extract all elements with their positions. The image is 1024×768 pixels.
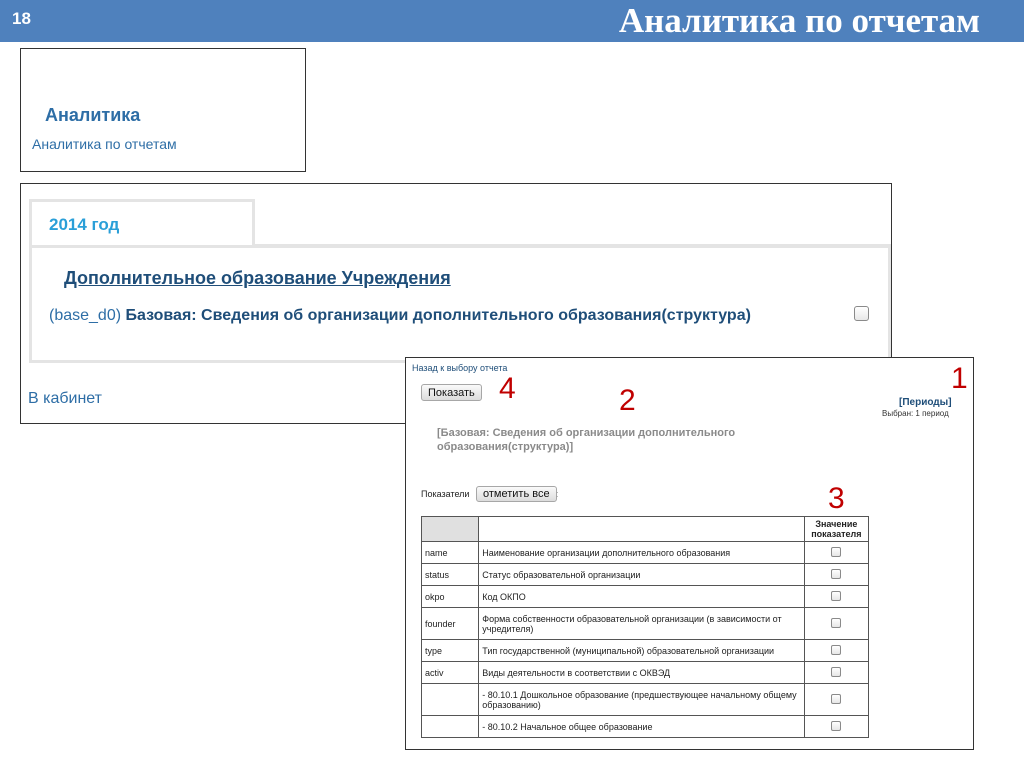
slide-title: Аналитика по отчетам [618, 1, 980, 40]
report-title: [Базовая: Сведения об организации дополнительного образования(структура)] [437, 427, 736, 453]
section-link[interactable]: Дополнительное образование Учреждения [64, 268, 451, 288]
table-row [422, 716, 869, 738]
analytics-reports-link[interactable]: Аналитика по отчетам [32, 136, 177, 152]
row-checkbox[interactable] [831, 569, 841, 579]
annotation-4: 4 [499, 372, 516, 405]
report-item [49, 307, 751, 325]
annotation-1: 1 [951, 362, 968, 395]
table-row [422, 586, 869, 608]
tab-content [29, 248, 891, 363]
row-code [422, 716, 479, 738]
analytics-panel [20, 48, 306, 172]
periods-link[interactable]: [Периоды] [899, 397, 952, 408]
report-code: (base_d0) [49, 307, 122, 324]
report-checkbox[interactable] [854, 306, 869, 321]
row-desc: Код ОКПО [479, 586, 804, 608]
analytics-heading: Аналитика [45, 105, 141, 125]
row-code: founder [422, 608, 479, 640]
annotation-3: 3 [828, 482, 845, 515]
row-desc: Виды деятельности в соответствии с ОКВЭД [479, 662, 804, 684]
cabinet-link[interactable]: В кабинет [28, 390, 102, 407]
row-code: okpo [422, 586, 479, 608]
indicators-table [421, 516, 869, 738]
row-checkbox[interactable] [831, 694, 841, 704]
table-row [422, 684, 869, 716]
mark-all-button[interactable]: отметить все [476, 486, 557, 502]
row-desc: Статус образовательной организации [479, 564, 804, 586]
row-code: status [422, 564, 479, 586]
row-code [422, 684, 479, 716]
table-row [422, 640, 869, 662]
header-value-line1: Значение [815, 519, 858, 529]
selected-periods-text: Выбран: 1 период [882, 409, 949, 418]
row-code: type [422, 640, 479, 662]
table-header-row [422, 517, 869, 542]
report-name[interactable]: Базовая: Сведения об организации дополнительного образования(структура) [125, 307, 751, 324]
header-code [422, 517, 479, 542]
row-checkbox[interactable] [831, 721, 841, 731]
tab-2014-label: 2014 год [49, 215, 120, 234]
table-row [422, 564, 869, 586]
row-desc: Тип государственной (муниципальной) образовательной организации [479, 640, 804, 662]
row-desc: - 80.10.2 Начальное общее образование [479, 716, 804, 738]
back-to-reports-link[interactable]: Назад к выбору отчета [412, 363, 508, 373]
indicators-colon: : [556, 489, 559, 499]
row-checkbox[interactable] [831, 645, 841, 655]
row-checkbox[interactable] [831, 547, 841, 557]
table-row [422, 662, 869, 684]
slide-number: 18 [12, 9, 31, 28]
table-row [422, 608, 869, 640]
report-detail-panel [405, 357, 974, 750]
row-desc: Форма собственности образовательной организации (в зависимости от учредителя) [479, 608, 804, 640]
header-value-line2: показателя [811, 529, 862, 539]
tab-2014[interactable] [29, 199, 255, 245]
row-checkbox[interactable] [831, 618, 841, 628]
row-checkbox[interactable] [831, 667, 841, 677]
row-desc: - 80.10.1 Дошкольное образование (предшествующее начальному общему образованию) [479, 684, 804, 716]
table-row [422, 542, 869, 564]
slide-header-bar [0, 0, 1024, 42]
row-desc: Наименование организации дополнительного образования [479, 542, 804, 564]
header-value [804, 517, 868, 542]
header-desc [479, 517, 804, 542]
row-code: name [422, 542, 479, 564]
annotation-2: 2 [619, 384, 636, 417]
show-button[interactable]: Показать [421, 384, 482, 401]
indicators-label: Показатели [421, 489, 470, 499]
year-tabstrip [29, 197, 891, 248]
row-code: activ [422, 662, 479, 684]
row-checkbox[interactable] [831, 591, 841, 601]
